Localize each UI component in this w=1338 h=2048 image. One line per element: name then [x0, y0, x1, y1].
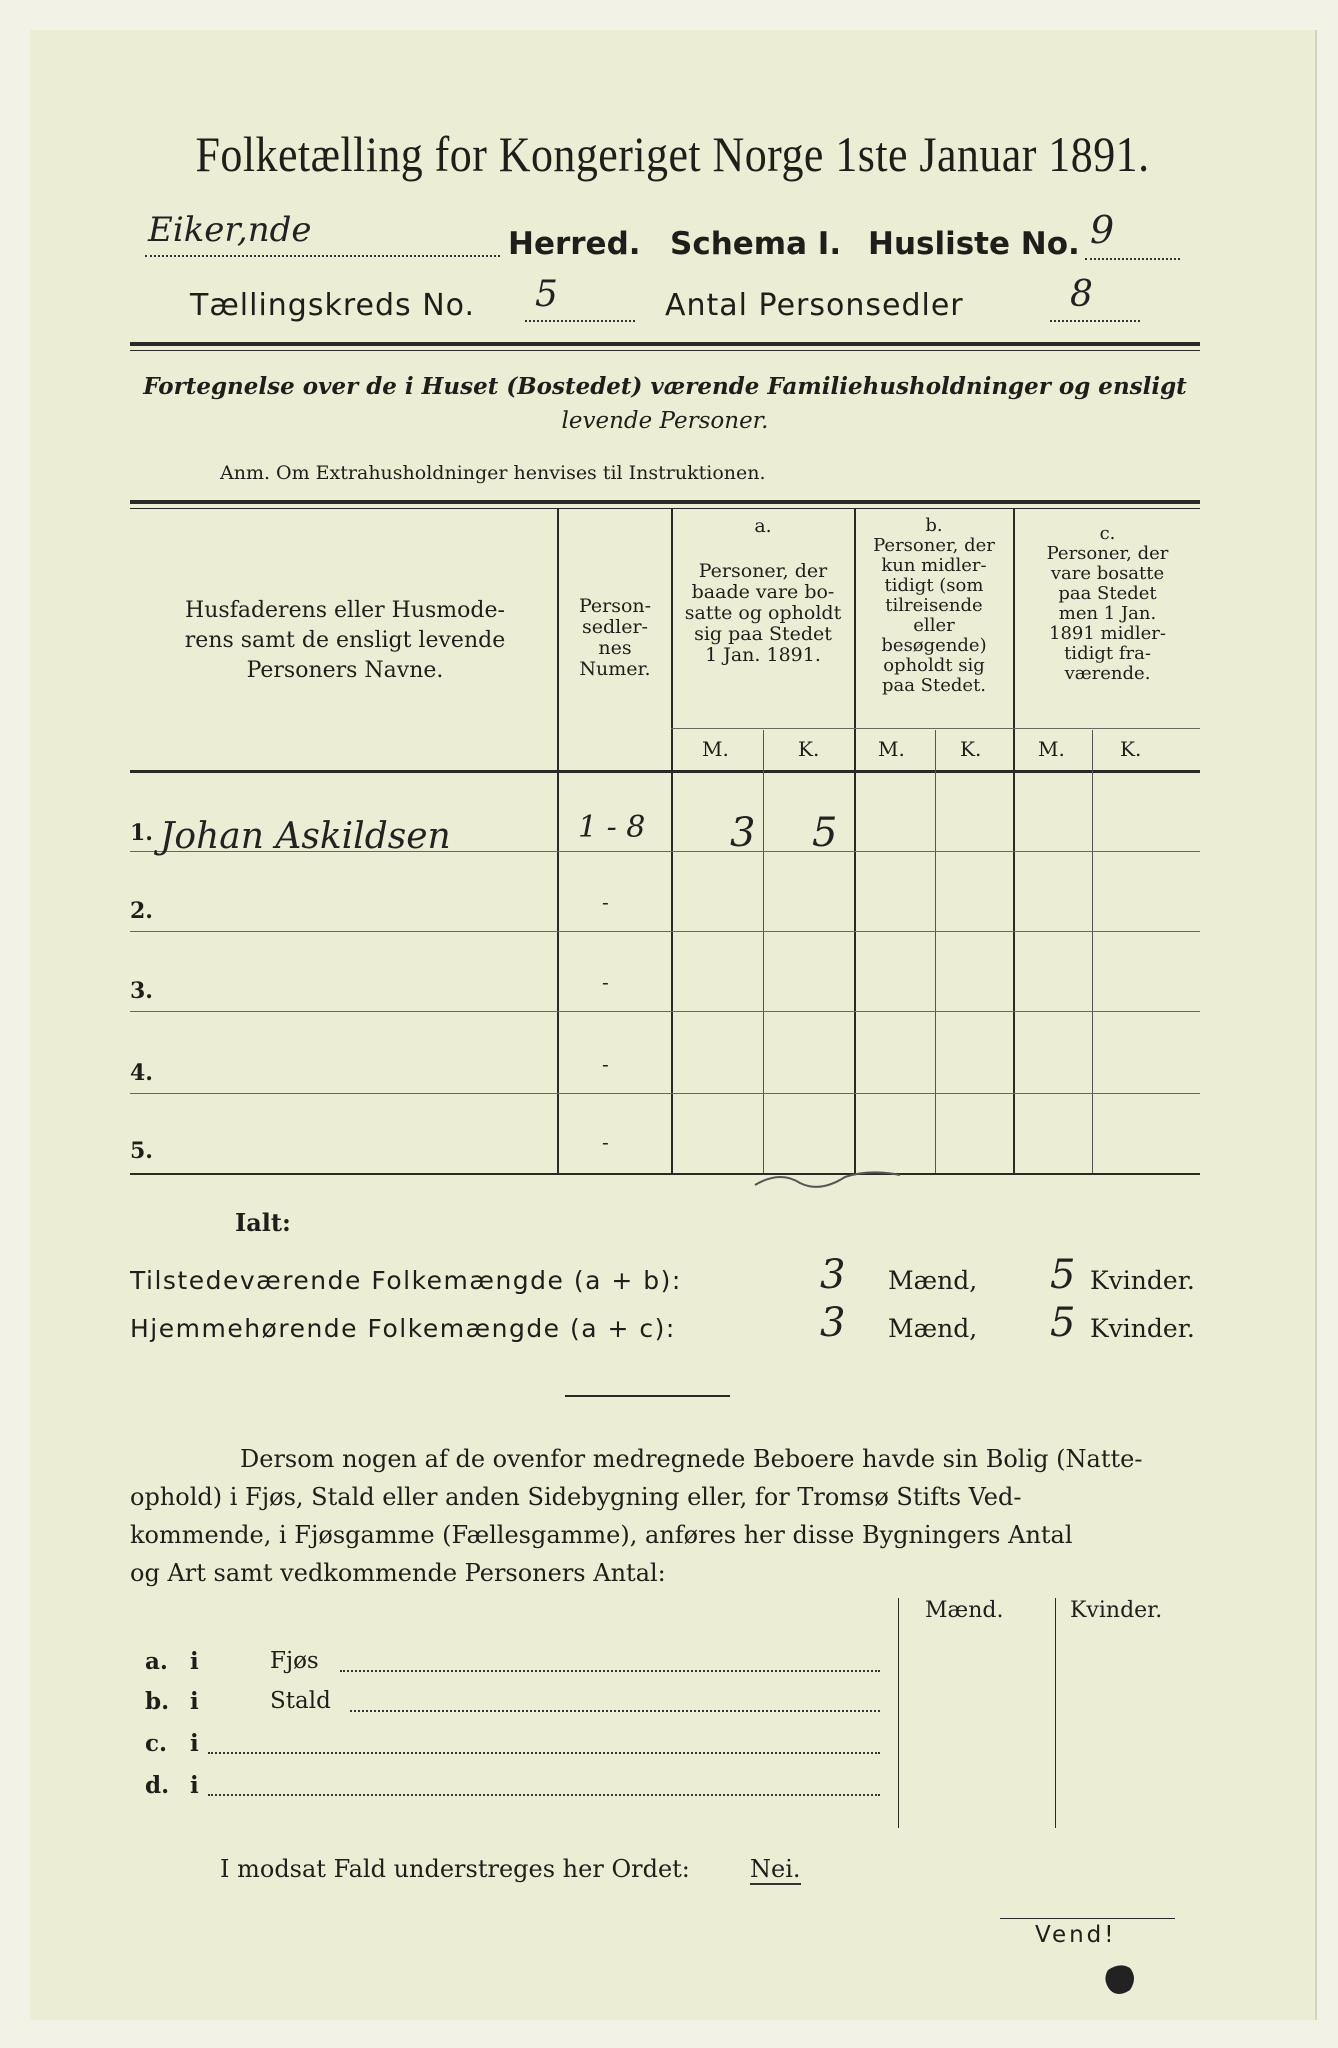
c-m-label: M.	[1038, 737, 1065, 761]
ialt-label: Ialt:	[235, 1208, 291, 1237]
bottom-divider-1	[898, 1598, 899, 1828]
hjemme-label: Hjemmehørende Folkemængde (a + c):	[130, 1314, 676, 1343]
item-d-i: i	[190, 1772, 199, 1799]
intro-line-2: levende Personer.	[561, 408, 769, 434]
row-number-2: 2.	[130, 898, 153, 924]
antal-dotted-line	[1050, 320, 1140, 322]
col-num-header: Person- sedler- nes Numer.	[578, 595, 652, 680]
item-d-dotted	[208, 1794, 880, 1796]
nei-word: Nei.	[750, 1855, 801, 1883]
a-k-label: K.	[798, 737, 820, 761]
antal-value: 8	[1070, 274, 1093, 315]
item-b-label: Stald	[270, 1688, 331, 1714]
kreds-value: 5	[535, 274, 558, 315]
mk-head-line	[671, 728, 1200, 729]
row-number-4: 4.	[130, 1060, 153, 1086]
row-number-5: 5.	[130, 1138, 153, 1164]
item-a-label: Fjøs	[270, 1648, 319, 1674]
herred-dotted-line	[145, 255, 500, 257]
section-separator	[565, 1395, 730, 1397]
col-divider-name	[557, 508, 559, 1173]
husliste-value: 9	[1090, 208, 1115, 252]
row-line-3	[130, 1011, 1200, 1012]
hjemme-maend-value: 3	[820, 1300, 846, 1346]
herred-label: Herred.	[508, 226, 641, 262]
intro-line-1: Fortegnelse over de i Huset (Bostedet) værende Familiehusholdninger og ensligt	[143, 373, 1187, 400]
hjemme-maend-label: Mænd,	[888, 1314, 978, 1343]
row-1-name: Johan Askildsen	[160, 816, 451, 857]
tilstede-kvinder-value: 5	[1050, 1252, 1076, 1298]
census-form-sheet	[30, 30, 1317, 2020]
hjemme-kvinder-label: Kvinder.	[1090, 1314, 1195, 1343]
tilstede-label: Tilstedeværende Folkemængde (a + b):	[130, 1266, 682, 1295]
table-top-rule	[130, 500, 1200, 504]
table-head-rule	[130, 770, 1200, 773]
row-3-numer: -	[602, 970, 609, 994]
item-b-dotted	[350, 1710, 880, 1712]
form-title: Folketælling for Kongeriget Norge 1ste Januar 1891.	[195, 126, 1150, 182]
row-1-a-m: 3	[730, 810, 756, 856]
item-c-i: i	[190, 1730, 199, 1757]
row-1-numer: 1 - 8	[578, 810, 646, 845]
col-b-header: b. Personer, der kun midler- tidigt (som tilreisende eller besøgende) opholdt sig paa Stedet.	[873, 515, 995, 696]
kreds-dotted-line	[525, 320, 635, 322]
item-d-letter: d.	[145, 1772, 170, 1799]
herred-value: Eiker,nde	[148, 210, 312, 250]
antal-label: Antal Personsedler	[665, 288, 964, 323]
b-m-label: M.	[878, 737, 905, 761]
item-a-i: i	[190, 1648, 199, 1675]
col-c-header: c. Personer, der vare bosatte paa Stedet men 1 Jan. 1891 midler- tidigt fra- værende.	[1046, 523, 1169, 684]
row-4-numer: -	[602, 1052, 609, 1076]
col-name-header: Husfaderens eller Husmode- rens samt de ensligt levende Personers Navne.	[184, 598, 506, 683]
anm-note: Anm. Om Extrahusholdninger henvises til Instruktionen.	[220, 462, 766, 484]
table-bottom-rule	[130, 1173, 1200, 1175]
row-1-a-k: 5	[812, 810, 838, 856]
subcol-c	[1092, 730, 1093, 1173]
dwelling-paragraph: Dersom nogen af de ovenfor medregnede Beboere havde sin Bolig (Natte- ophold) i Fjøs, Stald eller anden Sidebygning eller, for Tromsø Stifts Ved- kommende, i Fjøsgamme (Fællesgamme), anføres her disse Bygningers Antal og Art samt vedkommende Personers Antal:	[130, 1445, 1143, 1587]
hjemme-kvinder-value: 5	[1050, 1300, 1076, 1346]
tilstede-maend-label: Mænd,	[888, 1266, 978, 1295]
schema-label: Schema I.	[670, 226, 842, 262]
tilstede-kvinder-label: Kvinder.	[1090, 1266, 1195, 1295]
subcol-a	[763, 730, 764, 1173]
item-a-dotted	[340, 1670, 880, 1672]
a-m-label: M.	[702, 737, 729, 761]
row-2-numer: -	[602, 890, 609, 914]
item-a-letter: a.	[145, 1648, 168, 1675]
subcol-b	[935, 730, 936, 1173]
ink-blot	[1100, 1960, 1140, 2000]
tilstede-maend-value: 3	[820, 1252, 846, 1298]
husliste-dotted-line	[1085, 258, 1180, 260]
kvinder-column-head: Kvinder.	[1070, 1598, 1163, 1623]
row-line-4	[130, 1093, 1200, 1094]
kreds-label: Tællingskreds No.	[190, 288, 475, 323]
row-number-1: 1.	[130, 820, 153, 846]
header-rule-thick	[130, 342, 1200, 346]
row-line-2	[130, 931, 1200, 932]
pencil-tick-mark	[750, 1165, 910, 1195]
row-5-numer: -	[602, 1130, 609, 1154]
b-k-label: K.	[960, 737, 982, 761]
vend-label: Vend!	[1035, 1922, 1117, 1948]
husliste-label: Husliste No.	[868, 226, 1080, 262]
maend-column-head: Mænd.	[925, 1598, 1004, 1623]
header-rule-thin	[130, 350, 1200, 351]
vend-rule	[1000, 1918, 1175, 1919]
col-a-header: a. Personer, der baade vare bo- satte og opholdt sig paa Stedet 1 Jan. 1891.	[684, 515, 842, 666]
item-c-letter: c.	[145, 1730, 168, 1757]
modsat-text: I modsat Fald understreges her Ordet:	[220, 1855, 690, 1883]
item-b-i: i	[190, 1688, 199, 1715]
table-top-rule-thin	[130, 508, 1200, 509]
item-b-letter: b.	[145, 1688, 170, 1715]
row-number-3: 3.	[130, 978, 153, 1004]
bottom-divider-2	[1055, 1598, 1056, 1828]
item-c-dotted	[208, 1752, 880, 1754]
c-k-label: K.	[1120, 737, 1142, 761]
